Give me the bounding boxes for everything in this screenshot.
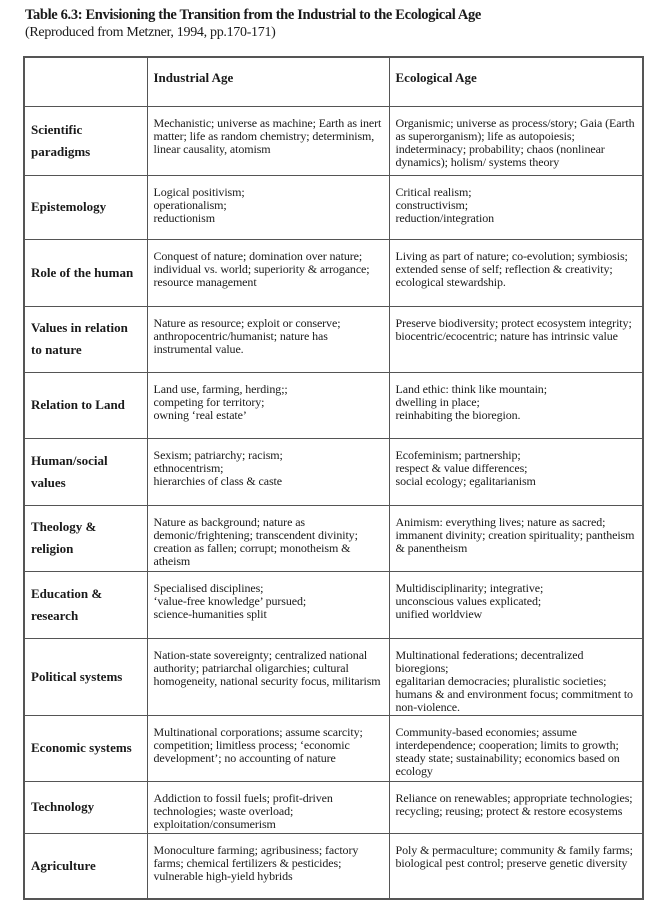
row-label [24, 715, 147, 781]
ecological-cell-line: Preserve biodiversity; protect ecosystem integrity; [395, 315, 632, 330]
header-empty [24, 57, 147, 106]
industrial-cell-line: Nature as background; nature as [153, 514, 306, 529]
row-label [24, 781, 147, 833]
industrial-cell-line: resource management [153, 274, 257, 289]
industrial-cell-line: Addiction to fossil fuels; profit-driven [153, 790, 333, 805]
row-label-line: Relation to Land [31, 397, 125, 412]
comparison-table [23, 56, 644, 900]
row-label-line: Values in relation [31, 320, 128, 335]
industrial-cell-line: homogeneity, national security focus, militarism [153, 673, 381, 688]
industrial-cell [147, 106, 389, 175]
row-label [24, 106, 147, 175]
industrial-cell-line: owning ‘real estate’ [153, 407, 247, 422]
ecological-cell-line: dwelling in place; [395, 394, 480, 409]
ecological-cell-line: Reliance on renewables; appropriate technologies; [395, 790, 633, 805]
table-source: (Reproduced from Metzner, 1994, pp.170-171) [25, 25, 276, 40]
industrial-cell [147, 239, 389, 306]
ecological-cell [389, 833, 643, 899]
table-row [24, 239, 643, 306]
industrial-cell-line: Land use, farming, herding;; [153, 381, 288, 396]
industrial-cell [147, 372, 389, 438]
ecological-cell-line: respect & value differences; [395, 460, 528, 475]
row-label [24, 175, 147, 239]
row-label [24, 505, 147, 571]
ecological-cell-line: Ecofeminism; partnership; [395, 447, 521, 462]
ecological-cell-line: biocentric/ecocentric; nature has intrinsic value [395, 328, 618, 343]
ecological-cell-line: unified worldview [395, 606, 483, 621]
ecological-cell-line: reinhabiting the bioregion. [395, 407, 521, 422]
ecological-cell-line: biological pest control; preserve genetic diversity [395, 855, 628, 870]
industrial-cell-line: operationalism; [153, 197, 227, 212]
industrial-cell-line: competing for territory; [153, 394, 265, 409]
industrial-cell-line: farms; chemical fertilizers & pesticides; [153, 855, 342, 870]
row-label [24, 306, 147, 372]
row-label-line: Scientific [31, 121, 83, 137]
industrial-cell-line: Multinational corporations; assume scarcity; [153, 724, 363, 739]
row-label-line: paradigms [31, 143, 91, 159]
row-label-line: research [31, 607, 79, 623]
row-label [24, 833, 147, 899]
ecological-cell [389, 638, 643, 715]
ecological-cell-line: Critical realism; [395, 184, 472, 199]
table-row [24, 106, 643, 175]
industrial-cell [147, 306, 389, 372]
ecological-cell-line: Animism: everything lives; nature as sacred; [395, 514, 606, 529]
ecological-cell-line: Living as part of nature; co-evolution; symbiosis; [395, 248, 628, 263]
ecological-cell-line: reduction/integration [395, 210, 495, 225]
ecological-cell-line: as superorganism); life as autopoiesis; [395, 128, 575, 143]
ecological-cell [389, 306, 643, 372]
industrial-cell-line: matter; life as random chemistry; determinism, [153, 128, 375, 143]
row-label-line: Theology & [31, 519, 97, 534]
industrial-cell [147, 505, 389, 571]
table-caption [25, 7, 481, 41]
row-label [24, 571, 147, 638]
row-label-line: Education & [31, 585, 103, 601]
industrial-cell-line: Specialised disciplines; [153, 580, 264, 595]
row-label-line: Role of the human [31, 264, 134, 280]
industrial-cell [147, 571, 389, 638]
row-label [24, 239, 147, 306]
row-label-line: Human/social [31, 452, 108, 468]
table-row [24, 715, 643, 781]
ecological-cell-line: egalitarian democracies; pluralistic societies; [395, 673, 607, 688]
row-label-line: Agriculture [31, 857, 96, 873]
row-label [24, 438, 147, 505]
row-label-line: Economic systems [31, 740, 132, 756]
industrial-cell-line: instrumental value. [153, 341, 244, 356]
industrial-cell-line: anthropocentric/humanist; nature has [153, 328, 328, 343]
industrial-cell-line: linear causality, atomism [153, 141, 271, 156]
ecological-cell-line: constructivism; [395, 197, 468, 212]
industrial-cell-line: exploitation/consumerism [153, 816, 276, 831]
industrial-cell-line: Nation-state sovereignty; centralized national [153, 647, 368, 662]
ecological-cell-line: dynamics); holism/ systems theory [395, 155, 560, 170]
ecological-cell [389, 571, 643, 638]
table-row [24, 505, 643, 571]
ecological-cell-line: Community-based economies; assume [395, 724, 577, 739]
industrial-cell [147, 715, 389, 781]
ecological-cell-line: Multinational federations; decentralized bioregions; [395, 647, 584, 675]
ecological-cell-line: Multidisciplinarity; integrative; [395, 580, 544, 595]
industrial-cell [147, 833, 389, 899]
ecological-cell-line: humans & and environment focus; commitment to [395, 687, 633, 702]
industrial-cell [147, 781, 389, 833]
table-row [24, 438, 643, 505]
ecological-cell [389, 106, 643, 175]
row-label-line: religion [31, 541, 74, 556]
industrial-cell-line: Conquest of nature; domination over nature; [153, 248, 363, 263]
table-row [24, 372, 643, 438]
header-industrial-age: Industrial Age [147, 57, 389, 106]
industrial-cell-line: atheism [153, 554, 191, 569]
ecological-cell-line: recycling; reusing; protect & restore ecosystems [395, 803, 623, 818]
industrial-cell-line: Mechanistic; universe as machine; Earth as inert [153, 115, 382, 130]
industrial-cell-line: Nature as resource; exploit or conserve; [153, 315, 341, 330]
row-label-line: Political systems [31, 668, 123, 684]
ecological-cell [389, 438, 643, 505]
row-label-line: to nature [31, 342, 82, 357]
industrial-cell [147, 175, 389, 239]
ecological-cell [389, 372, 643, 438]
industrial-cell-line: technologies; waste overload; [153, 803, 294, 818]
industrial-cell-line: competition; limitless process; ‘economic [153, 737, 350, 752]
industrial-cell-line: ‘value-free knowledge’ pursued; [153, 593, 307, 608]
ecological-cell-line: interdependence; cooperation; limits to growth; [395, 737, 619, 752]
ecological-cell-line: Organismic; universe as process/story; Gaia (Earth [395, 115, 635, 130]
table-row [24, 306, 643, 372]
industrial-cell [147, 638, 389, 715]
industrial-cell-line: vulnerable high-yield hybrids [153, 868, 293, 883]
header-ecological-age: Ecological Age [389, 57, 643, 106]
ecological-cell [389, 175, 643, 239]
industrial-cell-line: Logical positivism; [153, 184, 245, 199]
table-row [24, 781, 643, 833]
industrial-cell [147, 438, 389, 505]
header-row [24, 57, 643, 106]
ecological-cell-line: Land ethic: think like mountain; [395, 381, 547, 396]
ecological-cell-line: unconscious values explicated; [395, 593, 542, 608]
industrial-cell-line: demonic/frightening; transcendent divinity; [153, 527, 358, 542]
industrial-cell-line: individual vs. world; superiority & arrogance; [153, 261, 370, 276]
row-label-line: values [31, 474, 66, 490]
industrial-cell-line: reductionism [153, 210, 215, 225]
ecological-cell-line: non-violence. [395, 700, 460, 715]
ecological-cell-line: immanent divinity; creation spirituality; pantheism [395, 527, 635, 542]
row-label-line: Technology [31, 799, 95, 815]
industrial-cell-line: hierarchies of class & caste [153, 473, 282, 488]
ecological-cell-line: social ecology; egalitarianism [395, 473, 536, 488]
ecological-cell-line: Poly & permaculture; community & family farms; [395, 842, 633, 857]
ecological-cell [389, 239, 643, 306]
industrial-cell-line: ethnocentrism; [153, 460, 224, 475]
industrial-cell-line: creation as fallen; corrupt; monotheism & [153, 540, 351, 555]
ecological-cell-line: extended sense of self; reflection & creativity; [395, 261, 613, 276]
row-label [24, 638, 147, 715]
industrial-cell-line: Sexism; patriarchy; racism; [153, 447, 283, 462]
ecological-cell-line: ecology [395, 764, 433, 779]
row-label [24, 372, 147, 438]
table-row [24, 833, 643, 899]
ecological-cell-line: ecological stewardship. [395, 274, 506, 289]
table-row [24, 571, 643, 638]
table-row [24, 175, 643, 239]
industrial-cell-line: development’; no accounting of nature [153, 750, 336, 765]
table-row [24, 638, 643, 715]
industrial-cell-line: science-humanities split [153, 606, 267, 621]
ecological-cell-line: indeterminacy; probability; chaos (nonlinear [395, 141, 605, 156]
ecological-cell-line: steady state; sustainability; economics based on [395, 750, 620, 765]
industrial-cell-line: authority; patriarchal oligarchies; cultural [153, 660, 349, 675]
table-title: Table 6.3: Envisioning the Transition from the Industrial to the Ecological Age [25, 7, 481, 23]
row-label-line: Epistemology [31, 199, 107, 214]
industrial-cell-line: Monoculture farming; agribusiness; factory [153, 842, 359, 857]
ecological-cell [389, 715, 643, 781]
ecological-cell [389, 505, 643, 571]
ecological-cell [389, 781, 643, 833]
ecological-cell-line: & panentheism [395, 540, 468, 555]
